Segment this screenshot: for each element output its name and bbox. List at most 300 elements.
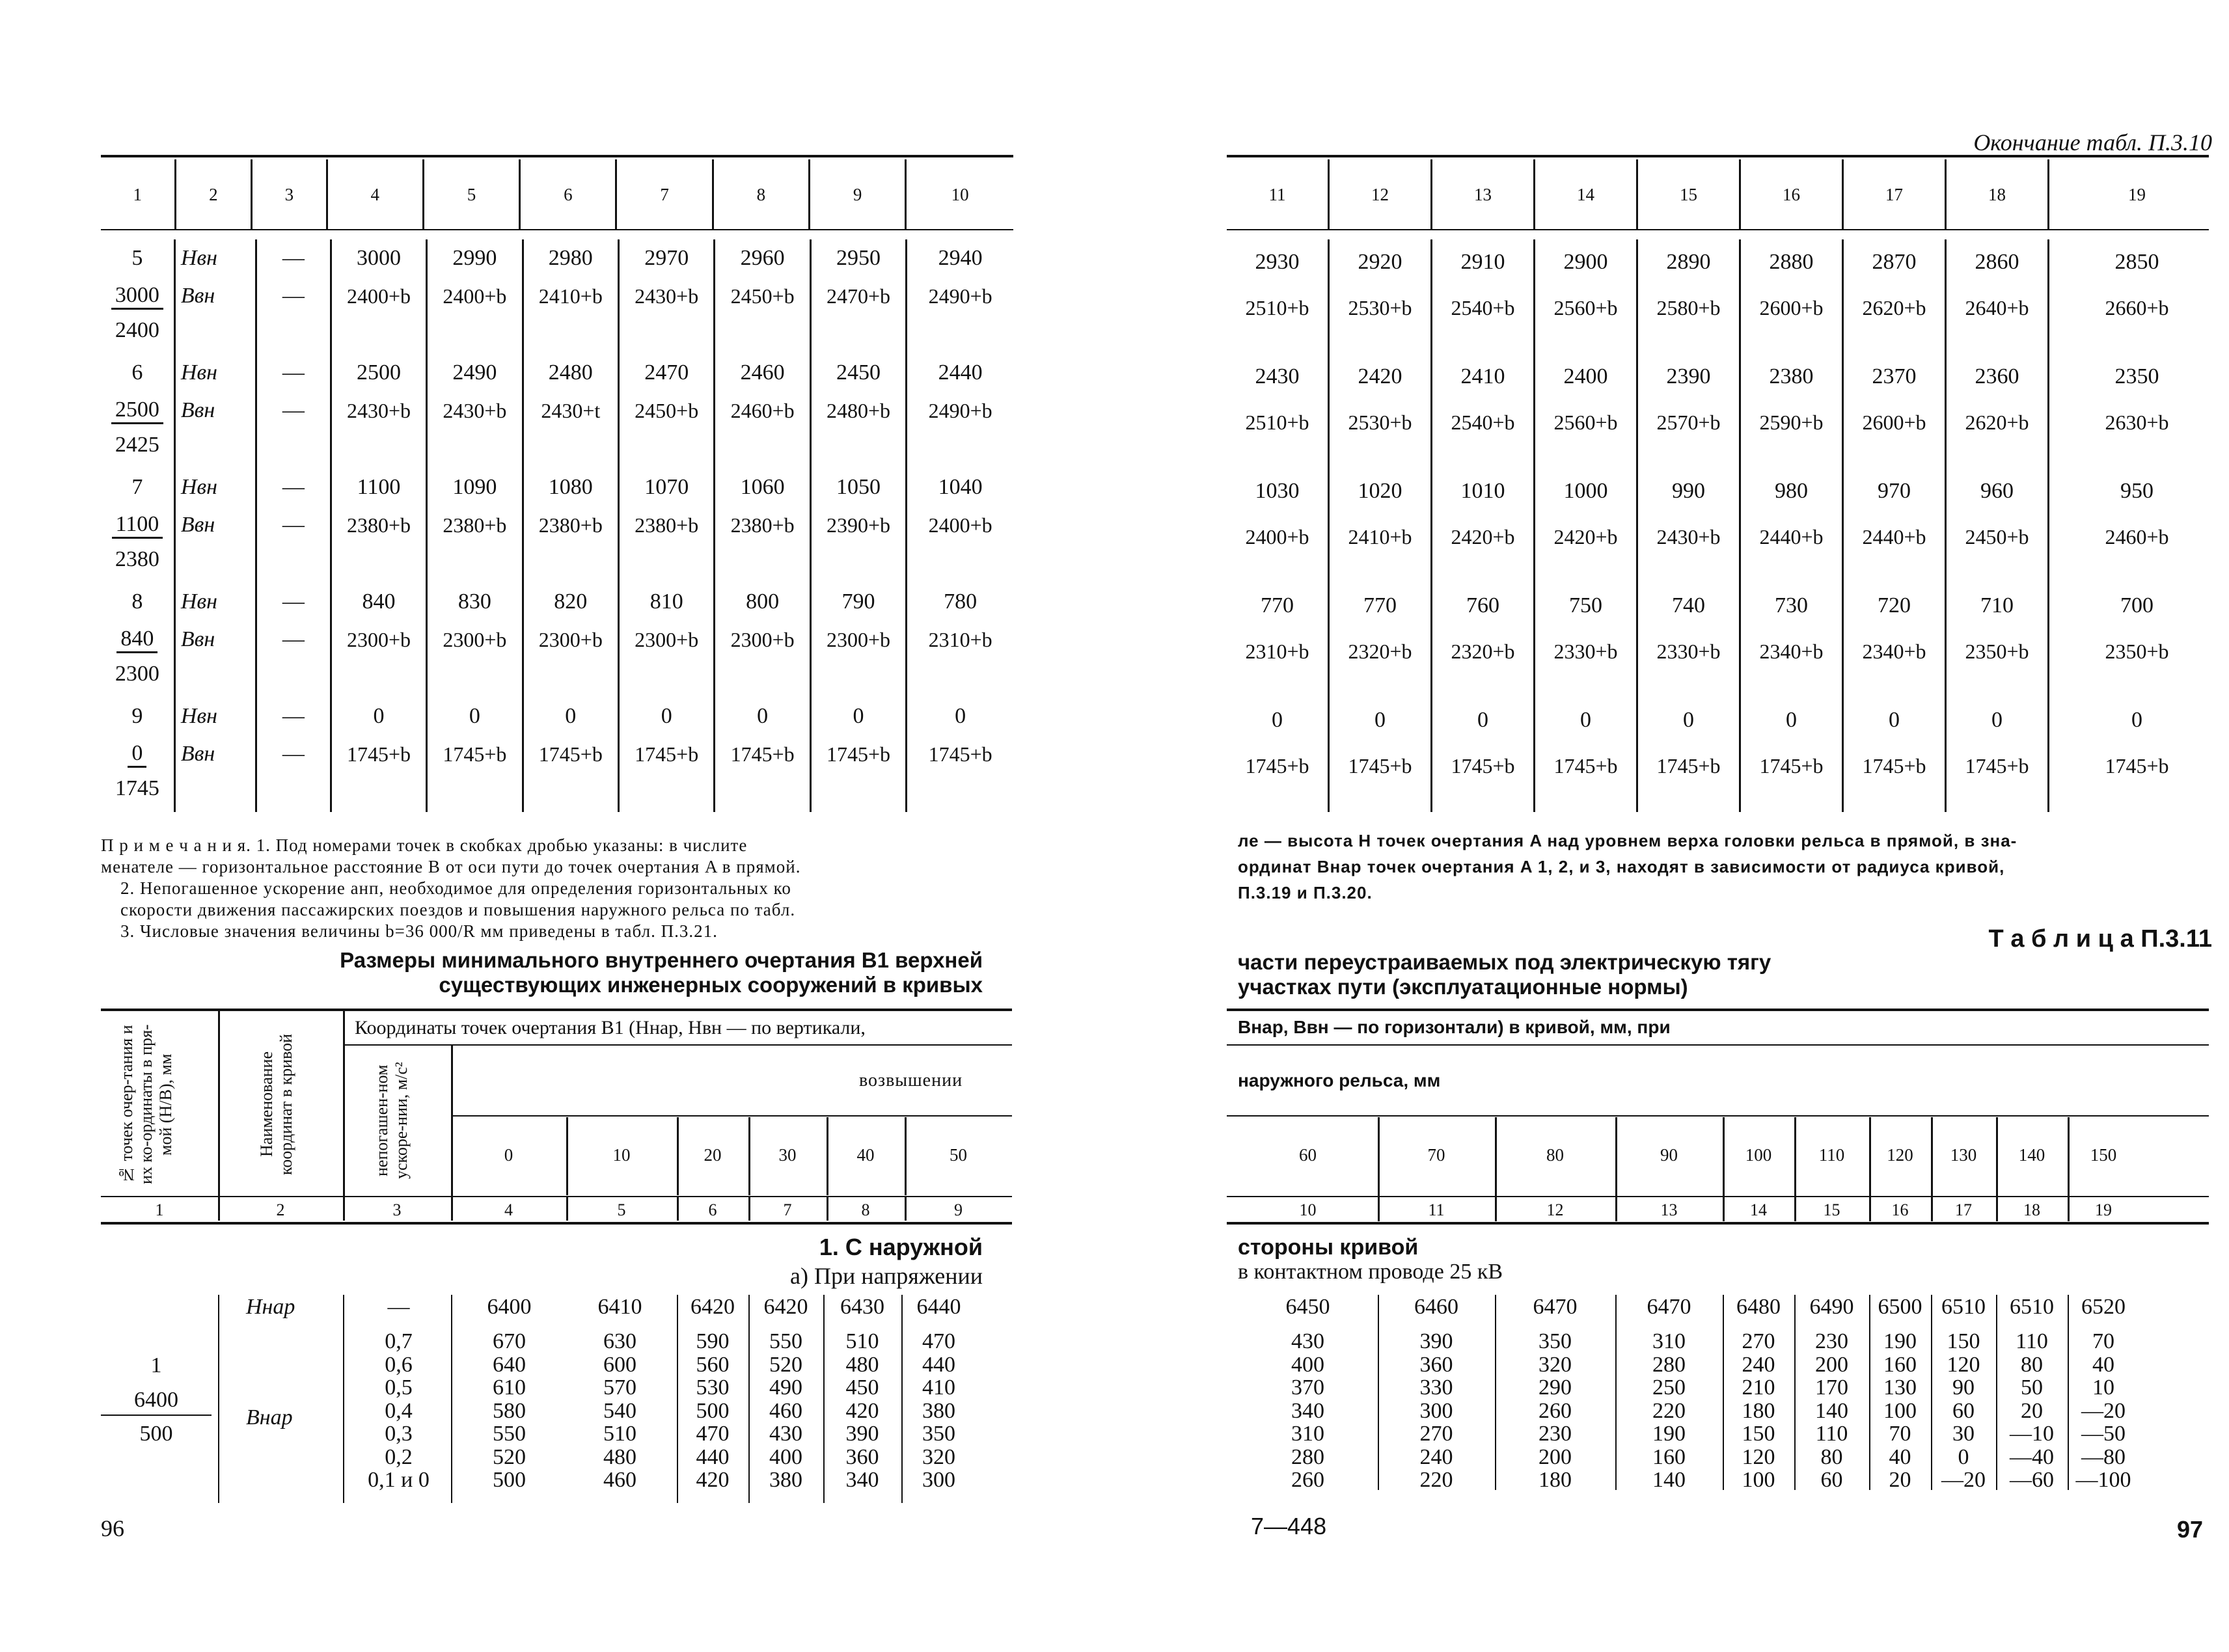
spacer-cell: [715, 461, 810, 468]
point-number: 9: [131, 704, 143, 728]
number-divider: [677, 1197, 679, 1221]
column-number: 11: [1268, 184, 1286, 204]
b-value: 10: [2092, 1375, 2114, 1400]
note-line: 3. Числовые значения величины b=36 000/R мм приведены в табл. П.3.21.: [120, 921, 718, 941]
t2-h1: [343, 1044, 1012, 1046]
b-value: 250: [1652, 1375, 1686, 1400]
b-value: 560: [696, 1352, 730, 1377]
b-value: 1745+b: [1432, 743, 1535, 789]
h-value: 950: [2049, 468, 2225, 514]
spacer-cell: [1227, 331, 1329, 354]
h-value: 6480: [1736, 1295, 1781, 1319]
column-number: 17: [1955, 1200, 1972, 1219]
spacer-cell: [1432, 789, 1535, 812]
b-value: 2330+b: [1637, 629, 1740, 674]
spacer-cell: [715, 315, 810, 346]
elev-value: 90: [1660, 1145, 1678, 1165]
h-label: Hвн: [174, 354, 256, 392]
acc-value: 0,4: [385, 1398, 413, 1423]
spacer-cell: [1843, 674, 1946, 697]
table-label: Т а б л и ц а П.3.11: [1988, 925, 2212, 953]
column-number: 9: [809, 159, 905, 230]
h-value: 2410: [1432, 354, 1535, 399]
h-value: 730: [1740, 583, 1843, 629]
h-value: 2860: [1946, 239, 2049, 285]
spacer-cell: [256, 346, 331, 354]
fraction-top: 2500: [111, 398, 163, 424]
table3-divider: [343, 1295, 344, 1503]
b-value: 240: [1742, 1352, 1775, 1377]
spacer-cell: [619, 575, 715, 583]
table-row: [1227, 399, 2224, 445]
table-row: [101, 658, 1013, 690]
left-page: [0, 0, 1114, 1652]
spacer-cell: [101, 346, 174, 354]
b-value: 230: [1815, 1329, 1848, 1353]
spacer-cell: [256, 544, 331, 575]
h-value: 740: [1637, 583, 1740, 629]
h-label: Hвн: [174, 697, 256, 735]
b-value: 2640+b: [1946, 285, 2049, 331]
table3-divider: [2068, 1295, 2069, 1490]
fraction: [112, 512, 163, 539]
spacer-cell: [1946, 331, 2049, 354]
h-value: 2480: [523, 354, 618, 392]
spacer-cell: [1227, 674, 1329, 697]
h-value: 3000: [331, 239, 426, 277]
spacer-cell: [427, 544, 523, 575]
b-value: 2430+b: [331, 392, 426, 429]
b-value: 2410+b: [1329, 514, 1432, 560]
b-value: 2300+b: [427, 621, 523, 658]
h-value: 0: [1946, 697, 2049, 743]
spacer-cell: [427, 658, 523, 690]
right-notes: [1238, 828, 2208, 906]
h-value: 780: [907, 583, 1013, 621]
h-value: 0: [1432, 697, 1535, 743]
b-value: 2310+b: [907, 621, 1013, 658]
column-number: 6: [520, 159, 616, 230]
b-value: 2300+b: [715, 621, 810, 658]
spacer-cell: [427, 804, 523, 812]
r-t2-h1: [1227, 1044, 2209, 1046]
column-number: 14: [1750, 1200, 1767, 1219]
column-number: 12: [1546, 1200, 1564, 1219]
h-value: 0: [715, 697, 810, 735]
h-value: 710: [1946, 583, 2049, 629]
b-value: 510: [845, 1329, 879, 1353]
spacer-cell: [619, 690, 715, 697]
elev-value: 120: [1887, 1145, 1913, 1165]
spacer-cell: [1535, 331, 1637, 354]
b-value: 2510+b: [1245, 295, 1309, 319]
signature: 7—448: [1251, 1513, 1327, 1539]
spacer-cell: [715, 575, 810, 583]
b-value: —10: [2010, 1422, 2054, 1446]
note-line: 2. Непогашенное ускорение aнп, необходимое для определения горизонтальных ко: [120, 878, 791, 898]
b-value: 430: [1291, 1329, 1324, 1353]
spacer-cell: [427, 346, 523, 354]
h-value: 770: [1329, 583, 1432, 629]
spacer-cell: [523, 346, 618, 354]
h-value: 6510: [1941, 1295, 1986, 1319]
left-notes: [101, 835, 1012, 942]
spacer-cell: [1329, 560, 1432, 583]
h-value: 800: [715, 583, 810, 621]
b-value: 2330+b: [1535, 629, 1637, 674]
h-label: Hвн: [174, 239, 256, 277]
r-t2-h3: [1227, 1196, 2209, 1197]
r-t2-top-rule: [1227, 1009, 2209, 1011]
b-value: 2450+b: [715, 277, 810, 315]
b-value: 570: [603, 1375, 636, 1400]
b-value: —50: [2081, 1422, 2126, 1446]
spacer-cell: [1740, 445, 1843, 468]
b-value: 110: [2016, 1329, 2048, 1353]
b-value: 2410+b: [523, 277, 618, 315]
b-value: 550: [493, 1422, 526, 1446]
t2-bottom-rule: [101, 1222, 1012, 1225]
fraction: [116, 627, 157, 653]
b-value: 150: [1947, 1329, 1980, 1353]
h-value: 1090: [427, 468, 523, 506]
spacer-cell: [1329, 445, 1432, 468]
left-section-title: 1. С наружной: [819, 1234, 983, 1260]
spacer-cell: [427, 773, 523, 804]
number-divider: [343, 1197, 345, 1221]
spacer-cell: [907, 346, 1013, 354]
table-row: [101, 773, 1013, 804]
h-value: 2950: [810, 239, 906, 277]
b-value: 2380+b: [523, 506, 618, 544]
h-value: 2440: [907, 354, 1013, 392]
table3-divider: [1723, 1295, 1724, 1490]
elev-value: 40: [856, 1145, 875, 1165]
spacer-cell: [715, 804, 810, 812]
b-value: 2420+b: [1535, 514, 1637, 560]
number-divider: [748, 1197, 750, 1221]
fraction-top: 1100: [112, 512, 163, 539]
right-heading: [1238, 950, 2019, 999]
spacer-cell: [174, 429, 256, 461]
point-number: 7: [131, 475, 143, 499]
b-value: 350: [922, 1422, 955, 1446]
b-value: 130: [1883, 1375, 1917, 1400]
spacer-cell: [810, 461, 906, 468]
column-number: 5: [617, 1200, 626, 1219]
dash-cell: —: [256, 354, 331, 392]
row-gap: [1227, 789, 2224, 812]
b-value: 2380+b: [619, 506, 715, 544]
spacer-cell: [907, 658, 1013, 690]
h-value: 2970: [619, 239, 715, 277]
spacer-cell: [1637, 674, 1740, 697]
spacer-cell: [256, 773, 331, 804]
number-divider: [827, 1197, 828, 1221]
t2-elev-title: возвышении: [859, 1070, 963, 1090]
number-divider: [905, 1197, 907, 1221]
h-value: 0: [1535, 697, 1637, 743]
b-value: 2600+b: [1843, 399, 1946, 445]
b-value: 1745+b: [1535, 743, 1637, 789]
h-value: 1000: [1535, 468, 1637, 514]
h-value: 2420: [1329, 354, 1432, 399]
elev-value: 60: [1299, 1145, 1317, 1165]
b-value: 520: [493, 1444, 526, 1469]
row-gap: [101, 346, 1013, 354]
h-value: 2990: [427, 239, 523, 277]
spacer-cell: [523, 429, 618, 461]
table-row: [101, 697, 1013, 735]
h-value: 2470: [619, 354, 715, 392]
fraction-bottom: 2400: [115, 318, 159, 342]
h-value: 750: [1535, 583, 1637, 629]
column-number: 4: [504, 1200, 513, 1219]
h-value: 790: [810, 583, 906, 621]
number-divider: [218, 1197, 220, 1221]
b-value: 1745+b: [1946, 743, 2049, 789]
b-value: 340: [1291, 1398, 1324, 1423]
h-value: 6440: [916, 1295, 961, 1319]
b-value: 2300+b: [331, 621, 426, 658]
t2-coords-title: Координаты точек очертания B1 (Hнар, Hвн — по вертикали,: [355, 1017, 866, 1038]
b-value: 1745+b: [907, 735, 1013, 773]
b-value: 260: [1291, 1468, 1324, 1492]
b-value: 1745+b: [1843, 743, 1946, 789]
b-value: 440: [696, 1444, 730, 1469]
b-value: 200: [1815, 1352, 1848, 1377]
spacer-cell: [523, 804, 618, 812]
spacer-cell: [174, 773, 256, 804]
b-value: 640: [493, 1352, 526, 1377]
row-gap: [1227, 331, 2224, 354]
spacer-cell: [331, 461, 426, 468]
spacer-cell: [619, 346, 715, 354]
spacer-cell: [331, 804, 426, 812]
elev-value: 150: [2090, 1145, 2117, 1165]
b-value: 270: [1419, 1422, 1453, 1446]
spacer-cell: [1535, 674, 1637, 697]
spacer-cell: [907, 575, 1013, 583]
h-value: 760: [1432, 583, 1535, 629]
table3-divider: [748, 1295, 750, 1503]
b-value: 2340+b: [1843, 629, 1946, 674]
spacer-cell: [2049, 331, 2225, 354]
b-value: 580: [493, 1398, 526, 1423]
column-number: 8: [861, 1200, 870, 1219]
spacer-cell: [331, 773, 426, 804]
h-value: 2850: [2049, 239, 2225, 285]
row-gap: [1227, 560, 2224, 583]
acc-value: —: [387, 1295, 410, 1319]
spacer-cell: [174, 658, 256, 690]
table-row: [101, 735, 1013, 773]
spacer-cell: [523, 773, 618, 804]
b-value: 1745+b: [810, 735, 906, 773]
column-number: 2: [276, 1200, 285, 1219]
spacer-cell: [523, 315, 618, 346]
spacer-cell: [331, 346, 426, 354]
b-value: 2560+b: [1535, 399, 1637, 445]
spacer-cell: [2049, 560, 2225, 583]
spacer-cell: [427, 461, 523, 468]
fraction: [111, 398, 163, 424]
left-section-sub: а) При напряжении: [790, 1263, 983, 1289]
b-value: 2450+b: [1946, 514, 2049, 560]
b-value: 2440+b: [1843, 514, 1946, 560]
b-value: 280: [1291, 1444, 1324, 1469]
column-number: 1: [133, 184, 142, 204]
b-value: 2470+b: [810, 277, 906, 315]
h-value: 980: [1740, 468, 1843, 514]
h-value: 1100: [331, 468, 426, 506]
b-value: 2430+t: [523, 392, 618, 429]
b-value: 300: [1419, 1398, 1453, 1423]
b-value: 1745+b: [619, 735, 715, 773]
b-value: 2630+b: [2049, 399, 2225, 445]
b-value: 540: [603, 1398, 636, 1423]
b-value: 600: [603, 1352, 636, 1377]
column-number: 13: [1660, 1200, 1678, 1219]
spacer-cell: [523, 658, 618, 690]
table-row: [1227, 239, 2224, 285]
right-section-title: стороны кривой: [1238, 1235, 1419, 1260]
h-value: 2370: [1843, 354, 1946, 399]
left-heading: [117, 948, 983, 997]
dash-cell: —: [256, 621, 331, 658]
elev-value: 10: [612, 1145, 631, 1165]
column-number: 7: [783, 1200, 792, 1219]
b-value: 2590+b: [1740, 399, 1843, 445]
b-value: 180: [1538, 1468, 1572, 1492]
b-value: 100: [1883, 1398, 1917, 1423]
table-row: [1227, 697, 2224, 743]
spacer-cell: [810, 575, 906, 583]
spacer-cell: [810, 544, 906, 575]
elev-divider: [827, 1117, 828, 1195]
spacer-cell: [256, 315, 331, 346]
fraction-bottom: 2380: [115, 547, 159, 571]
b-value: 610: [493, 1375, 526, 1400]
b-value: 2450+b: [619, 392, 715, 429]
acc-value: 0,6: [385, 1352, 413, 1377]
spacer-cell: [1740, 331, 1843, 354]
column-number: 13: [1432, 159, 1535, 230]
spacer-cell: [1637, 789, 1740, 812]
h-value: 2890: [1637, 239, 1740, 285]
b-value: 2300+b: [523, 621, 618, 658]
b-value: 340: [845, 1468, 879, 1492]
note-line: ле — высота H точек очертания A над уровнем верха головки рельса в прямой, в зна-: [1238, 831, 2017, 850]
h-value: 1070: [619, 468, 715, 506]
b-value: 2400+b: [1245, 524, 1309, 548]
dash-cell: —: [256, 392, 331, 429]
b-value: 140: [1652, 1468, 1686, 1492]
t2-v2: [343, 1010, 345, 1196]
b-value: 520: [769, 1352, 802, 1377]
b-value: 2490+b: [907, 277, 1013, 315]
spacer-cell: [256, 575, 331, 583]
b-value: 2540+b: [1432, 285, 1535, 331]
table3-divider: [1869, 1295, 1870, 1490]
spacer-cell: [1946, 560, 2049, 583]
spacer-cell: [256, 690, 331, 697]
h-value: 830: [427, 583, 523, 621]
h-value: 2380: [1740, 354, 1843, 399]
b-value: 2620+b: [1843, 285, 1946, 331]
b-value: 460: [603, 1468, 636, 1492]
h-value: 6430: [840, 1295, 884, 1319]
table2-top-rule: [101, 1009, 1012, 1011]
h-value: 6470: [1533, 1295, 1578, 1319]
spacer-cell: [1535, 445, 1637, 468]
spacer-cell: [1227, 560, 1329, 583]
spacer-cell: [427, 429, 523, 461]
acc-value: 0,2: [385, 1444, 413, 1469]
h-value: 0: [619, 697, 715, 735]
b-value: 670: [493, 1329, 526, 1353]
table-row: [101, 315, 1013, 346]
t2-h2: [451, 1115, 1012, 1117]
spacer-cell: [256, 658, 331, 690]
table3-divider: [1996, 1295, 1997, 1490]
b-value: 2380+b: [331, 506, 426, 544]
right-top-table-header: [1227, 159, 2224, 230]
spacer-cell: [1843, 560, 1946, 583]
fraction: [111, 283, 163, 310]
note-line: П.3.19 и П.3.20.: [1238, 883, 1373, 902]
header-rule: [101, 229, 1013, 230]
number-divider: [451, 1197, 453, 1221]
spacer-cell: [619, 544, 715, 575]
spacer-cell: [715, 690, 810, 697]
b-value: 450: [845, 1375, 879, 1400]
elev-value: 70: [1427, 1145, 1445, 1165]
h-value: 6420: [763, 1295, 808, 1319]
spacer-cell: [1227, 789, 1329, 812]
spacer-cell: [1535, 560, 1637, 583]
b-value: 360: [1419, 1352, 1453, 1377]
t2-col1-header: № точек очер-тания и их ко-ординаты в пря-мой (H/B), мм: [117, 1024, 175, 1185]
h-value: 0: [331, 697, 426, 735]
h-value: 1010: [1432, 468, 1535, 514]
spacer-cell: [174, 315, 256, 346]
b-value: 30: [1952, 1422, 1975, 1446]
b-value: 2430+b: [619, 277, 715, 315]
b-value: 630: [603, 1329, 636, 1353]
table-row: [101, 239, 1013, 277]
row-gap: [101, 461, 1013, 468]
spacer-cell: [1432, 560, 1535, 583]
table-row: [101, 621, 1013, 658]
h-value: 810: [619, 583, 715, 621]
column-number: 16: [1740, 159, 1843, 230]
table-row: [101, 506, 1013, 544]
b-value: 2400+b: [907, 506, 1013, 544]
table3-divider: [1615, 1295, 1617, 1490]
r-t2-elev-cont: наружного рельса, мм: [1238, 1070, 1441, 1090]
column-number: 7: [616, 159, 713, 230]
column-number: 8: [713, 159, 809, 230]
point-number: 8: [131, 589, 143, 614]
elev-value: 100: [1745, 1145, 1772, 1165]
b-value: 2310+b: [1245, 639, 1309, 663]
h-value: 2920: [1329, 239, 1432, 285]
spacer-cell: [907, 461, 1013, 468]
spacer-cell: [1946, 445, 2049, 468]
b-value: 2620+b: [1946, 399, 2049, 445]
spacer-cell: [331, 690, 426, 697]
